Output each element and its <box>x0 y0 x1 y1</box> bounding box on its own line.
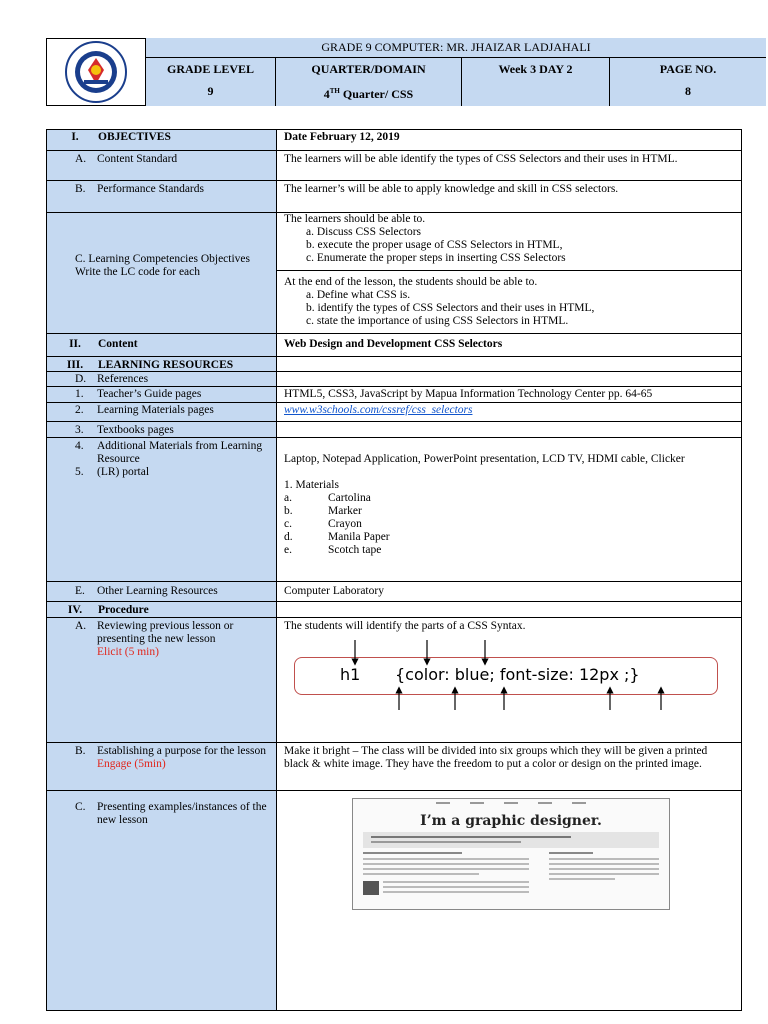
css-declaration: {color: blue; font-size: 12px ;} <box>395 665 640 684</box>
equipment-list: Laptop, Notepad Application, PowerPoint presentation, LCD TV, HDMI cable, Clicker <box>284 453 685 465</box>
procedure-heading: IV. Procedure <box>67 604 149 616</box>
learning-materials-label: 2. Learning Materials pages <box>75 404 214 416</box>
other-resources-value: Computer Laboratory <box>284 585 384 597</box>
procedure-b-label: B. Establishing a purpose for the lesson Engage (5min) <box>75 745 266 770</box>
mock-banner <box>363 832 659 848</box>
w3schools-link[interactable]: www.w3schools.com/cssref/css_selectors <box>284 404 473 416</box>
page-no-cell <box>610 58 766 106</box>
mock-headline: I’m a graphic designer. <box>420 813 602 829</box>
list-item: e. Scotch tape <box>284 544 382 556</box>
materials-list <box>284 492 739 557</box>
teachers-guide-value: HTML5, CSS3, JavaScript by Mapua Information Technology Center pp. 64-65 <box>284 388 653 400</box>
page-title: GRADE 9 COMPUTER: MR. JHAIZAR LADJAHALI <box>146 38 766 58</box>
lesson-date: Date February 12, 2019 <box>284 131 400 143</box>
procedure-b-text: Make it bright – The class will be divided into six groups which they will be given a printed black & white image. They have the freedom to put a color or design on the printed image. <box>284 745 708 770</box>
css-selector: h1 <box>340 665 361 684</box>
performance-standards-label: B. Performance Standards <box>75 183 204 195</box>
learning-resources-heading: III. LEARNING RESOURCES <box>66 359 234 371</box>
page-value: 8 <box>685 84 691 98</box>
mock-columns <box>363 852 659 895</box>
additional-materials-label: 4. Additional Materials from Learning Resource 5. (LR) portal <box>75 440 263 478</box>
week-cell <box>462 58 610 106</box>
quarter-value: 4TH Quarter/ CSS <box>323 87 414 101</box>
list-item: a. Cartolina <box>284 492 371 504</box>
procedure-a-text: The students will identify the parts of a CSS Syntax. <box>284 620 526 632</box>
materials-title: 1. Materials <box>284 479 339 491</box>
deped-seal-icon <box>64 40 128 104</box>
list-item: b. identify the types of CSS Selectors and their uses in HTML, <box>306 302 595 314</box>
quarter-cell <box>276 58 462 106</box>
procedure-c-label: C. Presenting examples/instances of the new lesson <box>75 801 267 826</box>
textbooks-label: 3. Textbooks pages <box>75 424 174 436</box>
list-item: c. Enumerate the proper steps in inserting CSS Selectors <box>306 252 566 264</box>
end-of-lesson-objectives <box>284 276 734 328</box>
references-label: D. References <box>75 373 149 385</box>
teachers-guide-label: 1. Teacher’s Guide pages <box>75 388 202 400</box>
graphic-designer-example-image <box>352 798 670 910</box>
learning-competencies-label: C. Learning Competencies Objectives Write the LC code for each <box>75 253 251 278</box>
list-item: a. Discuss CSS Selectors <box>306 226 421 238</box>
list-item: c. Crayon <box>284 518 362 530</box>
grade-level-cell <box>146 58 276 106</box>
end-intro: At the end of the lesson, the students should be able to. <box>284 276 538 288</box>
lc-objectives <box>284 213 734 265</box>
grade-value: 9 <box>207 84 214 98</box>
lc-list <box>284 226 734 265</box>
content-value: Web Design and Development CSS Selectors <box>284 338 503 350</box>
grade-label: GRADE LEVEL <box>166 62 255 76</box>
end-list <box>284 289 734 328</box>
objectives-heading: I. OBJECTIVES <box>71 131 171 143</box>
procedure-a-label: A. Reviewing previous lesson or presenting the new lesson Elicit (5 min) <box>75 620 270 659</box>
week-label: Week 3 DAY 2 <box>498 62 573 76</box>
lc-intro: The learners should be able to. <box>284 213 426 225</box>
content-standard-text: The learners will be able identify the types of CSS Selectors and their uses in HTML. <box>284 153 678 165</box>
list-item: c. state the importance of using CSS Selectors in HTML. <box>306 315 569 327</box>
other-resources-label: E. Other Learning Resources <box>75 585 218 597</box>
syntax-arrows <box>340 638 680 720</box>
list-item: b. Marker <box>284 505 362 517</box>
page-label: PAGE NO. <box>659 62 717 76</box>
performance-standards-text: The learner’s will be able to apply knowledge and skill in CSS selectors. <box>284 183 619 195</box>
list-item: d. Manila Paper <box>284 531 390 543</box>
content-standard-label: A. Content Standard <box>75 153 178 165</box>
elicit-tag: Elicit (5 min) <box>97 646 159 658</box>
mock-nav <box>353 799 669 812</box>
additional-materials-value <box>284 453 739 557</box>
content-heading: II. Content <box>69 338 138 350</box>
deped-logo <box>46 38 146 106</box>
engage-tag: Engage (5min) <box>97 758 166 770</box>
quarter-label: QUARTER/DOMAIN <box>311 62 426 76</box>
list-item: b. execute the proper usage of CSS Selectors in HTML, <box>306 239 563 251</box>
list-item: a. Define what CSS is. <box>306 289 411 301</box>
